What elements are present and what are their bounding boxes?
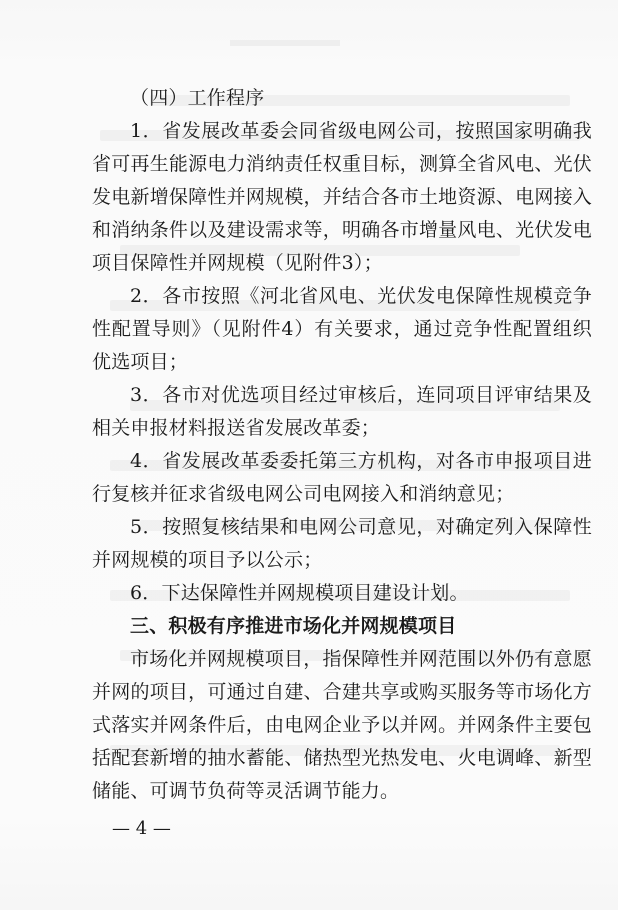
step-item: 2．各市按照《河北省风电、光伏发电保障性规模竞争性配置导则》（见附件4）有关要求，通过竞争性配置组织优选项目；	[92, 285, 592, 373]
step-item: 6．下达保障性并网规模项目建设计划。	[130, 582, 469, 604]
section-heading: （四）工作程序	[130, 87, 265, 109]
step-item: 5．按照复核结果和电网公司意见，对确定列入保障性并网规模的项目予以公示；	[92, 516, 592, 571]
step-item: 3．各市对优选项目经过审核后，连同项目评审结果及相关申报材料报送省发展改革委；	[92, 384, 592, 439]
chapter-heading: 三、积极有序推进市场化并网规模项目	[130, 615, 457, 637]
step-item: 4．省发展改革委委托第三方机构，对各市申报项目进行复核并征求省级电网公司电网接入和消纳意见；	[92, 450, 592, 505]
document-body	[92, 82, 592, 808]
step-item: 1．省发展改革委会同省级电网公司，按照国家明确我省可再生能源电力消纳责任权重目标，测算全省风电、光伏发电新增保障性并网规模，并结合各市土地资源、电网接入和消纳条件以及建设需求等，明确各市增量风电、光伏发电项目保障性并网规模（见附件3）；	[92, 120, 592, 274]
page-number: — 4 —	[112, 818, 171, 839]
chapter-body: 市场化并网规模项目，指保障性并网范围以外仍有意愿并网的项目，可通过自建、合建共享或购买服务等市场化方式落实并网条件后，由电网企业予以并网。并网条件主要包括配套新增的抽水蓄能、储热型光热发电、火电调峰、新型储能、可调节负荷等灵活调节能力。	[92, 648, 592, 802]
